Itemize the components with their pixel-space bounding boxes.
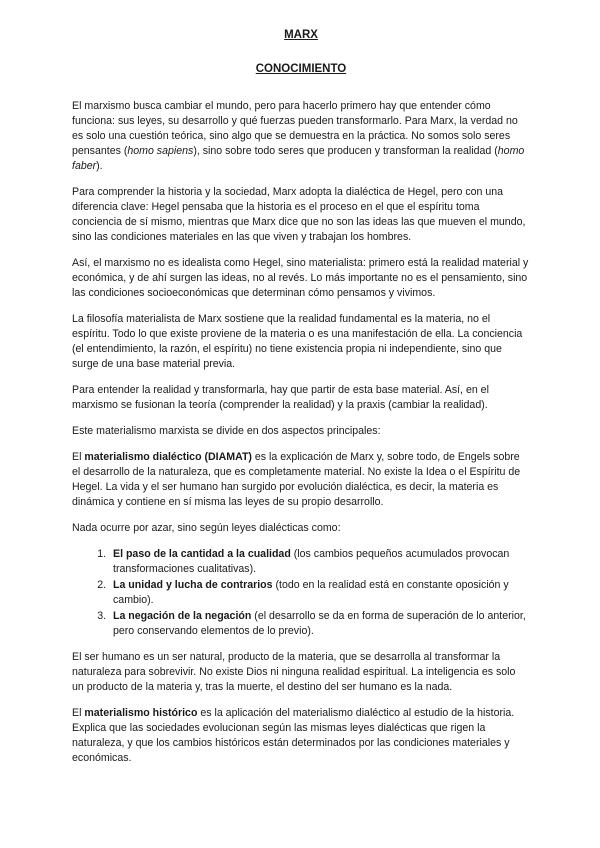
paragraph-praxis: Para entender la realidad y transformarla, hay que partir de esta base material. Así, en el marxismo se fusionan la teoría (comprender la realidad) y la praxis (cambiar la realidad). [72,384,489,411]
list-item [109,547,530,577]
paragraph-laws-intro: Nada ocurre por azar, sino según leyes dialécticas como: [72,522,341,534]
paragraph-hm-b: es la aplicación del materialismo dialéctico al estudio de la historia. Explica que las sociedades evolucionan según las mismas leyes dialécticas que rigen la naturaleza, y que los cambios históricos están determinados por las condiciones materiales y económicas. [72,707,515,764]
historical-materialism-term: materialismo histórico [84,707,198,719]
paragraph-intro-a: El marxismo busca cambiar el mundo, pero para hacerlo primero hay que entender cómo funciona: sus leyes, su desarrollo y qué fuerzas pueden transformarlo. Para Marx, la verdad no es solo una cuestión teórica, sino algo que se demuestra en la práctica. No somos solo seres pensantes ( [72,100,518,157]
diamat-term: materialismo dialéctico (DIAMAT) [84,451,252,463]
paragraph-hegel: Para comprender la historia y la sociedad, Marx adopta la dialéctica de Hegel, pero con una diferencia clave: Hegel pensaba que la historia es el proceso en el que el espíritu toma conciencia de sí mismo, mientras que Marx dice que no son las ideas las que mueven el mundo, sino las condiciones materiales en las que viven y trabajan los hombres. [72,186,526,243]
paragraph-aspects: Este materialismo marxista se divide en dos aspectos principales: [72,425,381,437]
homo-sapiens-term: homo sapiens [127,145,194,157]
paragraph-human-being: El ser humano es un ser natural, producto de la materia, que se desarrolla al transformar la naturaleza para sobrevivir. No existe Dios ni ninguna realidad espiritual. La inteligencia es solo un producto de la materia y, tras la muerte, el destino del ser humano es la nada. [72,651,516,693]
page-title: MARX [284,29,318,41]
paragraph-diamat-a: El [72,451,85,463]
law-text: (todo en la realidad está en constante oposición y cambio). [113,579,509,606]
page-subtitle: CONOCIMIENTO [255,63,347,75]
list-item [109,578,530,608]
paragraph-intro-b: ), sino sobre todo seres que producen y transforman la realidad ( [193,145,498,157]
list-item [109,609,530,639]
paragraph-diamat [72,450,530,510]
document-body [72,99,530,766]
paragraph-historical-materialism [72,706,530,766]
paragraph-diamat-b: es la explicación de Marx y, sobre todo, de Engels sobre el desarrollo de la naturaleza, que es completamente material. No existe la Idea o el Espíritu de Hegel. La vida y el ser humano han surgido por evolución dialéctica, es decir, la materia es dinámica y contiene en sí misma las leyes de su propio desarrollo. [72,451,521,508]
law-title: La negación de la negación [113,610,252,622]
dialectic-laws-list [72,547,530,639]
law-text: (los cambios pequeños acumulados provocan transformaciones cualitativas). [113,548,510,575]
paragraph-materialism: Así, el marxismo no es idealista como Hegel, sino materialista: primero está la realidad material y económica, y de ahí surgen las ideas, no al revés. Lo más importante no es el pensamiento, sino las condiciones socioeconómicas que determinan cómo pensamos y vivimos. [72,257,529,299]
law-title: La unidad y lucha de contrarios [113,579,273,591]
paragraph-matter: La filosofía materialista de Marx sostiene que la realidad fundamental es la materia, no el espíritu. Todo lo que existe proviene de la materia o es una manifestación de ella. La conciencia (el entendimiento, la razón, el espíritu) no tiene existencia propia ni independiente, sino que surge de una base material previa. [72,313,523,370]
paragraph-intro [72,99,530,174]
paragraph-hm-a: El [72,707,85,719]
law-text: (el desarrollo se da en forma de superación de lo anterior, pero conservando elementos de lo previo). [113,610,526,637]
law-title: El paso de la cantidad a la cualidad [113,548,291,560]
homo-faber-term: homo faber [72,145,525,172]
paragraph-intro-c: ). [96,160,103,172]
